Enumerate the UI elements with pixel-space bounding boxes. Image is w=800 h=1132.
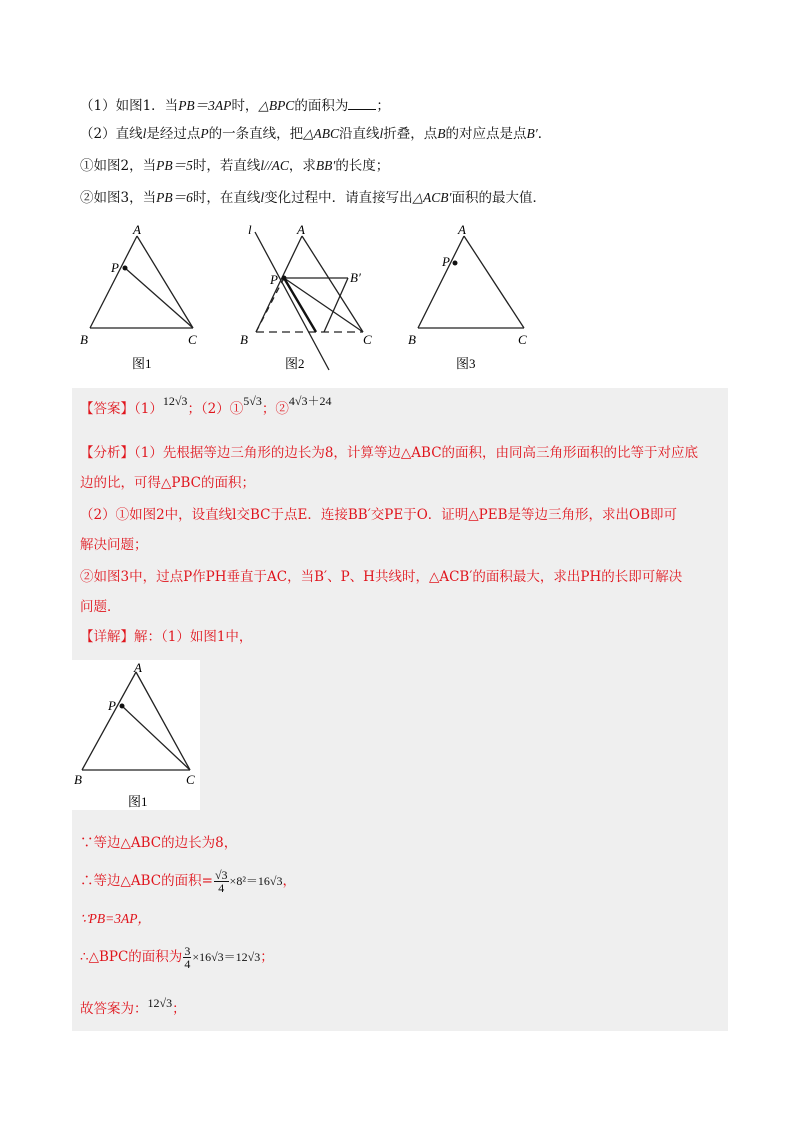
question-2 [80, 124, 551, 144]
point-p-dot [123, 266, 128, 271]
q2i-text-2: 时，若直线 [192, 158, 261, 174]
q2ii-line-l: l [260, 190, 265, 205]
q1-text-2: 时， [231, 98, 259, 114]
q2ii-text-4: 面积的最大值． [451, 190, 546, 206]
q2-text-4: 沿直线 [339, 126, 380, 142]
point-p-dot-detail [120, 704, 125, 709]
label-c-2: C [363, 332, 372, 347]
point-p-dot-3 [453, 261, 458, 266]
label-l: l [248, 222, 252, 237]
analysis-line-2 [80, 472, 255, 494]
label-p-2: P [270, 272, 278, 287]
q2-text-6: 的对应点是点 [445, 126, 527, 142]
label-p: P [111, 260, 119, 275]
detail-step-2 [80, 866, 296, 896]
analysis-label: 【分析】 [80, 445, 134, 461]
figure-2 [240, 222, 372, 371]
q2-line-l: l [142, 126, 147, 141]
q2-point-bprime: B′ [526, 126, 538, 141]
detail-step-4 [80, 942, 274, 972]
label-b-3: B [408, 332, 416, 347]
detail-intro: 解：（1）如图1中， [134, 629, 253, 645]
analysis-text-3: （2）①如图2中，设直线l交BC于点E．连接BB′交PE于O．证明△PEB是等边三角形，求出OB即可 [80, 507, 677, 523]
label-c-detail: C [186, 772, 195, 787]
detail-text-2: ∴等边△ABC的面积= [80, 873, 213, 889]
figure-1-detail-svg [72, 660, 200, 810]
answer-line [80, 394, 332, 420]
q2-point-p: P [200, 126, 209, 141]
answer-blank [348, 97, 376, 110]
q2-text: （2）直线 [80, 126, 143, 142]
answer-sep-1: ；（2）① [187, 401, 244, 417]
q2i-condition: PB＝5 [156, 158, 193, 173]
detail-text-1: ∵等边△ABC的边长为8， [80, 835, 238, 851]
analysis-text-5: ②如图3中，过点P作PH垂直于AC，当B′、P、H共线时，△ACB′的面积最大，求出PH的长即可解决 [80, 569, 683, 585]
q1-text: （1）如图1．当 [80, 98, 179, 114]
fraction-denominator: 4 [218, 881, 225, 895]
fig2-caption: 图2 [285, 356, 305, 371]
q2i-text-3: ，求 [288, 158, 316, 174]
label-a-detail: A [134, 660, 142, 675]
q1-text-3: 的面积为 [294, 98, 349, 114]
figure-3 [408, 222, 527, 371]
analysis-text-6: 问题． [80, 599, 121, 615]
question-2-i [80, 156, 389, 176]
fraction-sqrt3-over-4 [214, 869, 229, 894]
detail-text-4-end: ； [260, 949, 274, 965]
fig1-caption: 图1 [132, 356, 152, 371]
q2i-segment: BB′ [315, 158, 336, 173]
figures-row [80, 220, 560, 380]
label-b-detail: B [74, 772, 82, 787]
detail-line [80, 626, 252, 648]
label-p-3: P [442, 254, 450, 269]
label-a-3: A [458, 222, 466, 237]
detail-text-5-end: ； [172, 1001, 186, 1017]
question-2-ii [80, 188, 546, 208]
label-a-2: A [297, 222, 305, 237]
q2ii-text-3: 变化过程中．请直接写出 [264, 190, 413, 206]
detail-label: 【详解】 [80, 629, 134, 645]
fraction-numerator: √3 [214, 868, 228, 882]
detail-text-2-end: ， [282, 873, 296, 889]
answer-part-1: （1） [134, 401, 163, 417]
q2ii-text: ②如图3，当 [80, 190, 157, 206]
answer-value-1: 12√3 [162, 394, 188, 408]
analysis-line-6 [80, 596, 121, 618]
label-bprime: B′ [350, 270, 361, 285]
detail-formula-4: ×16√3＝12√3 [192, 950, 261, 964]
q2i-parallel: l//AC [260, 158, 289, 173]
answer-label: 【答案】 [80, 401, 134, 417]
answer-value-2: 5√3 [243, 394, 262, 408]
detail-text-5: 故答案为： [80, 1001, 148, 1017]
answer-value-3: 4√3＋24 [288, 394, 332, 408]
analysis-text-1: （1）先根据等边三角形的边长为8，计算等边△ABC的面积，由同高三角形面积的比等于对应底 [134, 445, 699, 461]
detail-answer-value: 12√3 [147, 996, 173, 1010]
q2-line-l-2: l [379, 126, 384, 141]
label-c-3: C [518, 332, 527, 347]
q2-text-2: 是经过点 [146, 126, 201, 142]
fig3-caption: 图3 [456, 356, 476, 371]
label-b: B [80, 332, 88, 347]
fig1-detail-caption: 图1 [128, 794, 148, 809]
q2ii-condition: PB＝6 [156, 190, 193, 205]
analysis-text-2: 边的比，可得△PBC的面积； [80, 475, 255, 491]
detail-text-4: ∴△BPC的面积为 [80, 949, 183, 965]
q1-text-4: ； [376, 98, 390, 114]
q2ii-triangle: △ACB′ [412, 190, 452, 205]
q2-text-5: 折叠，点 [383, 126, 438, 142]
q2-text-7: ． [537, 126, 552, 142]
analysis-line-4 [80, 534, 148, 556]
fraction-denominator-2: 4 [184, 957, 191, 971]
figure-1 [80, 222, 197, 371]
label-p-detail: P [108, 698, 116, 713]
analysis-line-1 [80, 442, 698, 464]
point-p-dot-2 [282, 276, 287, 281]
fraction-numerator-2: 3 [184, 944, 191, 958]
q1-condition: PB＝3AP [178, 98, 232, 113]
analysis-line-3 [80, 504, 677, 526]
q2ii-text-2: 时，在直线 [192, 190, 261, 206]
detail-step-5 [80, 998, 186, 1020]
label-a: A [133, 222, 141, 237]
detail-step-1 [80, 832, 237, 854]
detail-step-3 [80, 908, 151, 930]
q2i-text: ①如图2，当 [80, 158, 157, 174]
answer-sep-2: ；② [261, 401, 289, 417]
detail-text-3: ∵PB=3AP， [80, 911, 151, 926]
q1-triangle: △BPC [258, 98, 295, 113]
label-b-2: B [240, 332, 248, 347]
label-c: C [188, 332, 197, 347]
analysis-text-4: 解决问题； [80, 537, 148, 553]
q2-triangle: △ABC [303, 126, 339, 141]
q2-point-b: B [437, 126, 446, 141]
figure-1-detail [72, 660, 200, 810]
q2i-text-4: 的长度； [335, 158, 390, 174]
detail-formula-2: ×8²＝16√3 [229, 874, 283, 888]
analysis-line-5 [80, 566, 682, 588]
q2-text-3: 的一条直线，把 [208, 126, 304, 142]
fraction-3-over-4 [183, 945, 191, 970]
question-1 [80, 96, 390, 116]
